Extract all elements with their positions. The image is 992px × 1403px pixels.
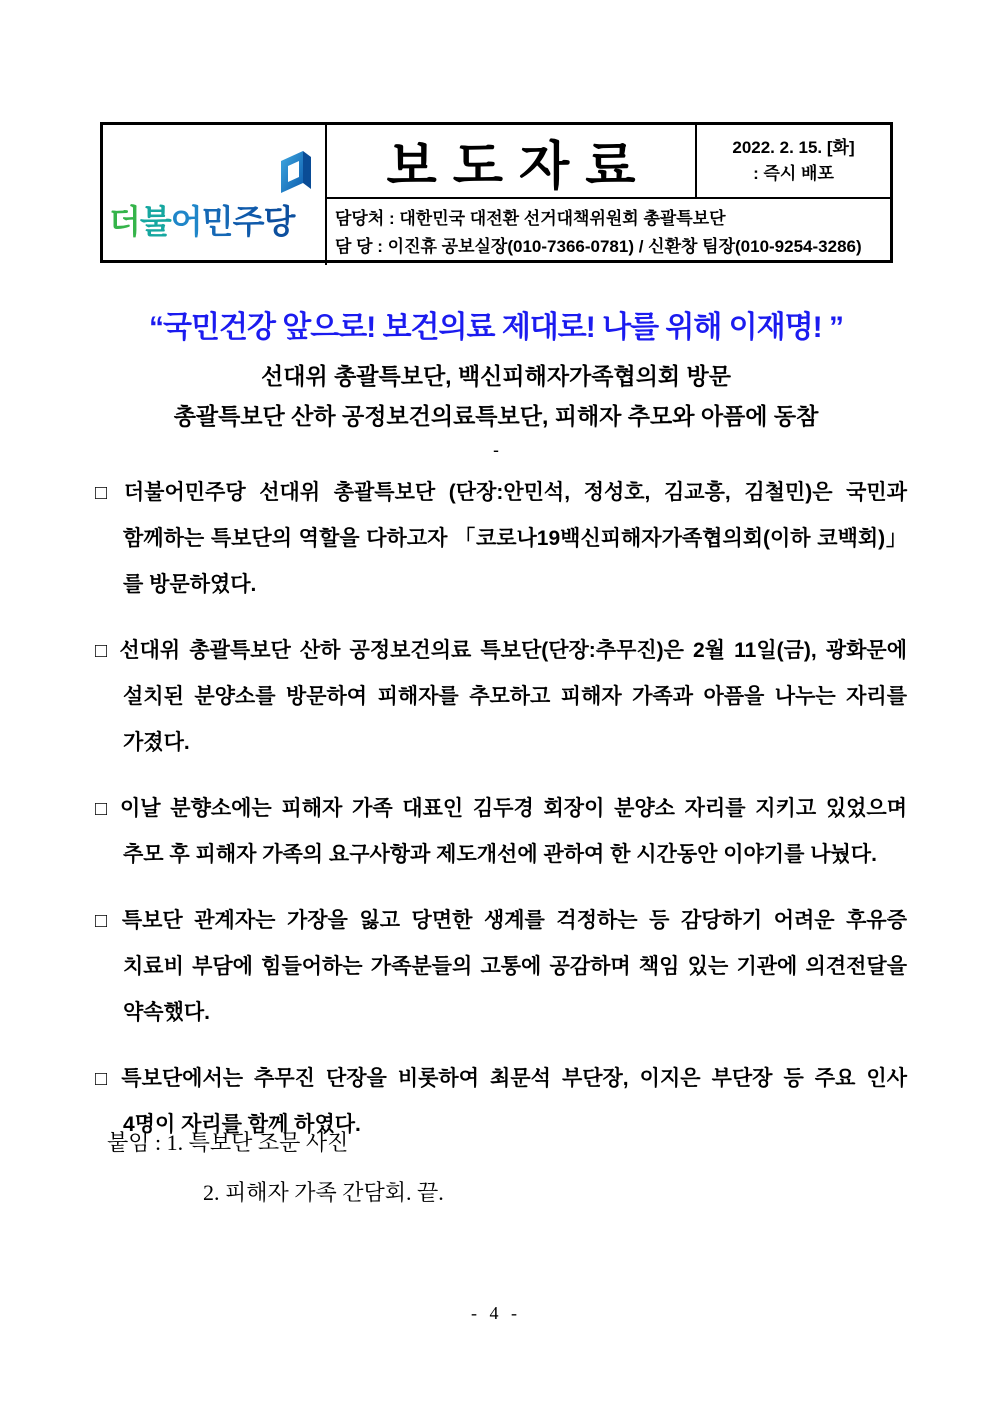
attachment-line-1: 붙임 : 1. 특보단 조문 사진 [107, 1130, 349, 1155]
logo-char: 당 [263, 203, 295, 241]
headline-divider: - [493, 440, 499, 460]
paragraph-text: 더불어민주당 선대위 총괄특보단 (단장:안민석, 정성호, 김교흥, 김철민)은 국민과 함께하는 특보단의 역할을 다하고자 「코로나19백신피해자가족협의회(이하 코백회)」를 방문하였다. [123, 481, 907, 596]
logo-char: 불 [139, 203, 171, 241]
contact-persons: 담 당 : 이진휴 공보실장(010-7366-0781) / 신환창 팀장(010-9254-3286) [335, 237, 862, 257]
party-logo [103, 125, 327, 265]
logo-char: 주 [232, 203, 264, 241]
subheadline-2: 총괄특보단 산하 공정보건의료특보단, 피해자 추모와 아픔에 동참 [173, 403, 819, 429]
paragraph-2 [95, 628, 907, 766]
paragraph-4 [95, 898, 907, 1036]
paragraph-text: 이날 분향소에는 피해자 가족 대표인 김두경 회장이 분양소 자리를 지키고 있었으며 추모 후 피해자 가족의 요구사항과 제도개선에 관하여 한 시간동안 이야기를 나눴다. [119, 797, 907, 866]
contact-info-cell [327, 197, 890, 265]
logo-char: 민 [201, 203, 233, 241]
body-text-block [95, 470, 907, 1168]
release-date: 2022. 2. 15. [화] [732, 137, 855, 157]
masthead-table [100, 122, 893, 263]
document-type-title: 보도자료 [386, 137, 652, 196]
subheadline-1: 선대위 총괄특보단, 백신피해자가족협의회 방문 [261, 363, 731, 389]
masthead-title-cell [327, 125, 697, 197]
logo-char: 더 [109, 203, 140, 241]
paragraph-1 [95, 470, 907, 608]
checkbox-bullet-icon: □ [95, 798, 111, 820]
paragraph-text: 특보단 관계자는 가장을 잃고 당면한 생계를 걱정하는 등 감당하기 어려운 후유증 치료비 부담에 힘들어하는 가족분들의 고통에 공감하며 책임 있는 기관에 의견전달을 약속했다. [121, 909, 907, 1024]
party-logo-text [109, 196, 294, 243]
release-timing: : 즉시 배포 [753, 164, 834, 183]
checkbox-bullet-icon: □ [95, 1068, 113, 1090]
checkbox-bullet-icon: □ [95, 910, 113, 932]
checkbox-bullet-icon: □ [95, 640, 111, 662]
main-headline: “국민건강 앞으로! 보건의료 제대로! 나를 위해 이재명! ” [149, 311, 843, 344]
checkbox-bullet-icon: □ [95, 482, 115, 504]
attachment-note [107, 1118, 444, 1218]
logo-char: 어 [170, 203, 202, 241]
paragraph-text: 특보단에서는 추무진 단장을 비롯하여 최문석 부단장, 이지은 부단장 등 주요 인사 4명이 자리를 함께 하였다. [121, 1067, 907, 1136]
page-number: - 4 - [471, 1303, 521, 1323]
paragraph-text: 선대위 총괄특보단 산하 공정보건의료 특보단(단장:추무진)은 2월 11일(금), 광화문에 설치된 분양소를 방문하여 피해자를 추모하고 피해자 가족과 아픔을 나누는 자리를 가졌다. [119, 639, 907, 754]
attachment-line-2: 2. 피해자 가족 간담회. 끝. [203, 1180, 444, 1205]
party-flag-icon [275, 149, 317, 201]
paragraph-3 [95, 786, 907, 878]
release-date-cell [697, 125, 890, 197]
contact-department: 담당처 : 대한민국 대전환 선거대책위원회 총괄특보단 [335, 209, 726, 228]
